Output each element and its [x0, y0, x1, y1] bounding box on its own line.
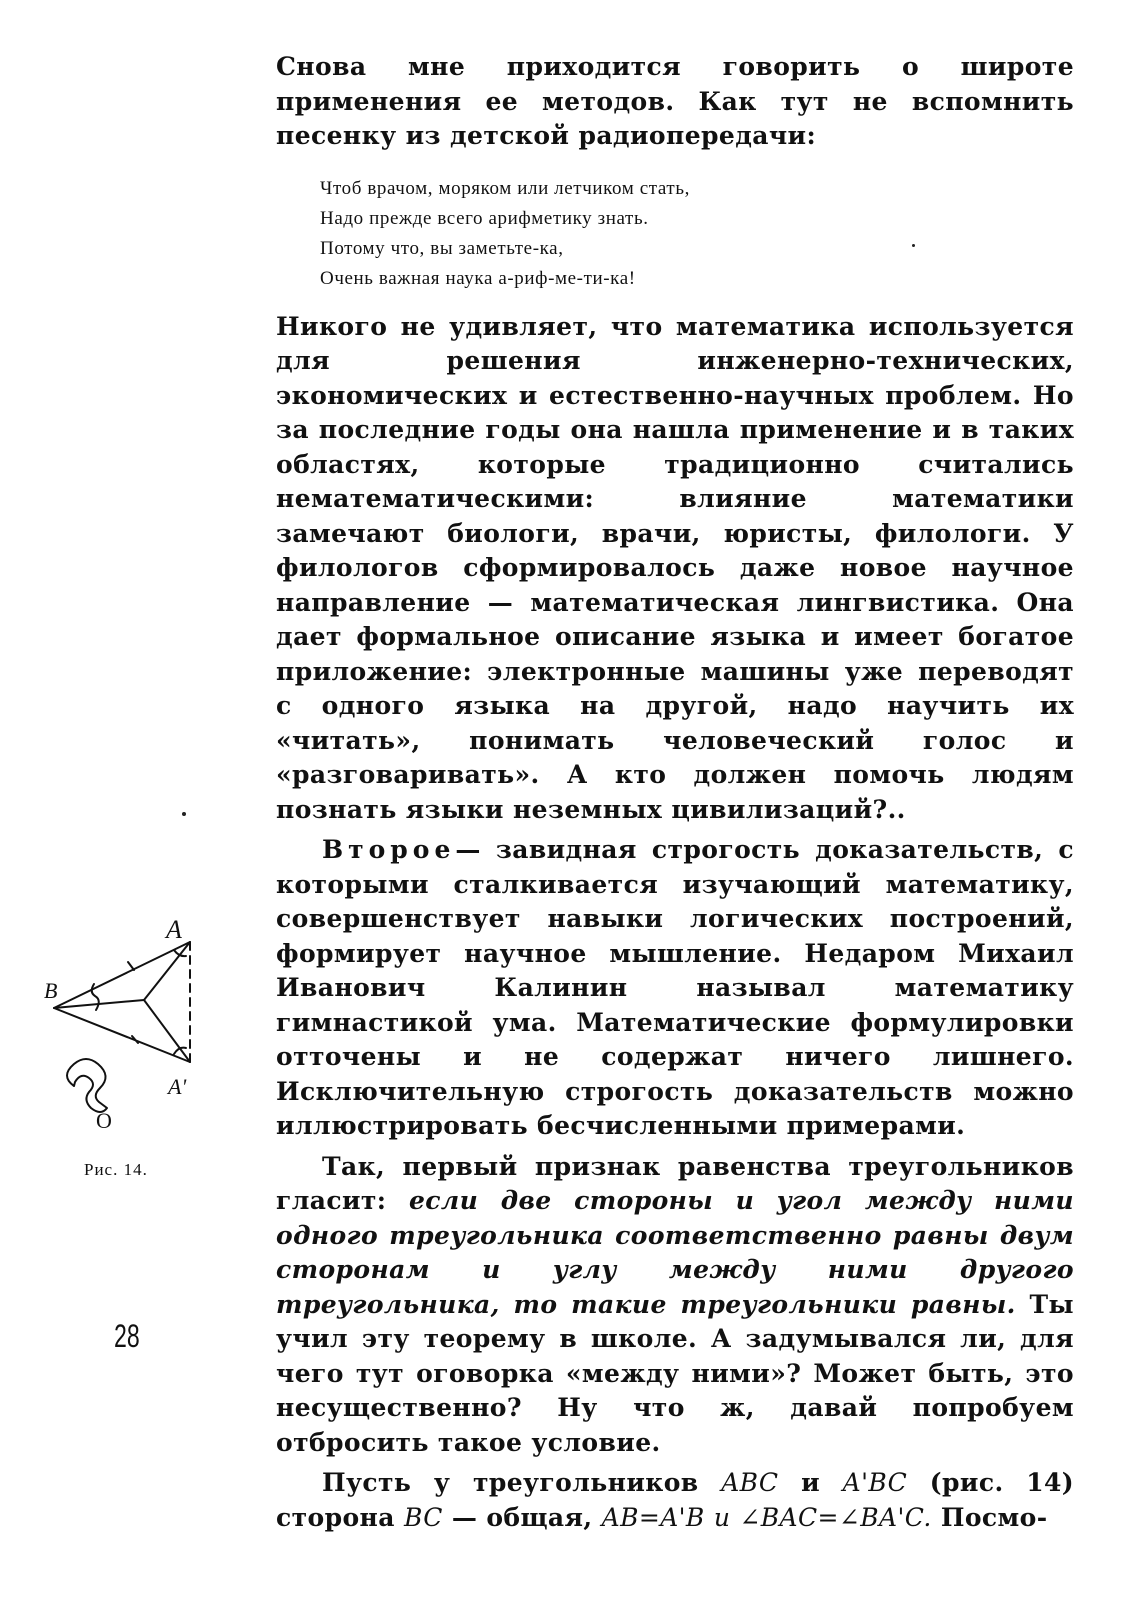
print-speck	[182, 812, 186, 816]
paragraph-math-applications: Никого не удивляет, что математика используется для решения инженерно-технических, экономических и естественно-научных проблем. Но за последние годы она нашла применение и в таких областях, которые традиционно считались нематематическими: влияние математики замечают биологи, врачи, юристы, филологи. У филологов сформировалось даже новое научное направление — математическая лингвистика. Она дает формальное описание языка и имеет богатое приложение: электронные машины уже переводят с одного языка на другой, надо научить их «читать», понимать человеческий голос и «разговаривать». А кто должен помочь людям познать языки неземных цивилизаций?..	[276, 311, 1074, 824]
paragraph-lead-word: Второе	[322, 835, 456, 864]
label-b: B	[44, 978, 58, 1003]
paragraph-theorem	[276, 1150, 1074, 1461]
math-abc: ABC	[721, 1468, 779, 1497]
paragraph-second	[276, 833, 1074, 1144]
rotation-arrow	[67, 1059, 107, 1112]
math-apbc: A'BC	[842, 1468, 908, 1497]
verse-block	[320, 174, 1074, 294]
math-eq-angles: ∠BAC=∠BA'C.	[739, 1502, 932, 1532]
math-bc: BC	[403, 1502, 443, 1532]
theorem-statement: если две стороны и угол между ними одного треугольника соответственно равны двум сторонам и углу между ними другого треугольника, то такие треугольники равны.	[276, 1186, 1074, 1319]
verse-line: Чтоб врачом, моряком или летчиком стать,	[320, 177, 690, 199]
page-number: 28	[114, 1318, 140, 1354]
verse-line: Очень важная наука а-риф-ме-ти-ка!	[320, 267, 636, 289]
verse-line: Надо прежде всего арифметику знать.	[320, 207, 649, 229]
verse-line: Потому что, вы заметьте-ка,	[320, 237, 564, 259]
side-ba	[54, 942, 190, 1008]
theorem-discussion: Ты учил эту теорему в школе. А задумывался ли, для чего тут оговорка «между ними»? Может быть, это несущественно? Ну что ж, давай попробуем отбросить такое условие.	[276, 1289, 1074, 1457]
main-text-column	[276, 44, 1074, 1535]
label-a: A	[166, 915, 182, 944]
math-eq-sides: AB=A'B	[601, 1502, 705, 1532]
label-o: O	[96, 1108, 112, 1133]
paragraph-second-body: — завидная строгость доказательств, с которыми сталкивается изучающий математику, совершенствует навыки логических построений, формирует научное мышление. Недаром Михаил Иванович Калинин называл математику гимнастикой ума. Математические формулировки отточены и не содержат ничего лишнего. Исключительную строгость доказательств можно иллюстрировать бесчисленными примерами.	[276, 835, 1074, 1140]
paragraph-triangles: Пусть у треугольников ABC и A'BC (рис. 14) сторона BC — общая, AB=A'B и ∠BAC=∠BA'C. Посмо-	[276, 1468, 1075, 1532]
figure-triangles	[40, 900, 220, 1140]
figure-caption: Рис. 14.	[84, 1160, 148, 1179]
paragraph-intro: Снова мне приходится говорить о широте применения ее методов. Как тут не вспомнить песенку из детской радиопередачи:	[276, 52, 1074, 150]
label-a-prime: A'	[168, 1074, 187, 1099]
theorem-intro: Так, первый признак равенства треугольников гласит:	[276, 1151, 1074, 1215]
print-speck	[912, 244, 915, 247]
